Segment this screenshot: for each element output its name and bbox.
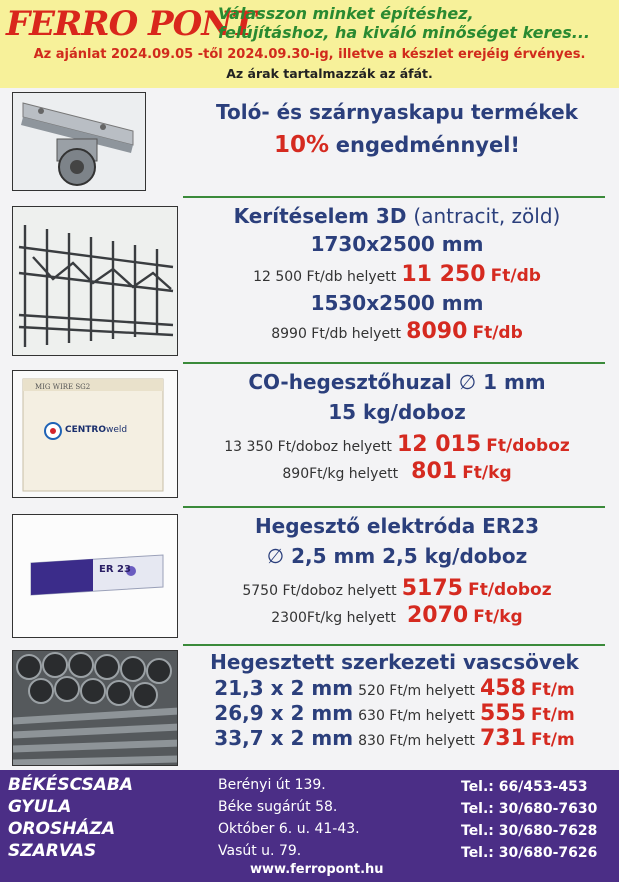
wire-unit-2: Ft/kg: [462, 463, 512, 483]
pipe-old-price: 520 Ft/m helyett: [358, 683, 475, 699]
store-city: SZARVAS: [8, 841, 97, 861]
pipe-size: 21,3 x 2 mm: [214, 676, 354, 700]
pipe-unit: Ft/m: [531, 705, 575, 725]
electrode-old-price-2: 2300Ft/kg helyett: [271, 610, 396, 626]
vat-note: Az árak tartalmazzák az áfát.: [226, 66, 433, 81]
product-pipes: [0, 646, 619, 768]
fence-unit-2: Ft/db: [472, 323, 523, 343]
fence-size-1: 1730x2500 mm: [310, 232, 484, 256]
electrode-box-image: [12, 514, 178, 638]
store-city: GYULA: [8, 797, 72, 817]
fence-title-bold: Kerítéselem 3D: [233, 204, 407, 228]
product-co-wire: [0, 364, 619, 506]
store-city: BÉKÉSCSABA: [8, 775, 133, 795]
store-address: Berényi út 139.: [218, 777, 326, 793]
wire-box-image: [12, 370, 178, 498]
gate-title: Toló- és szárnyaskapu termékek: [216, 100, 578, 124]
store-addresses: [218, 774, 360, 862]
pipe-old-price: 630 Ft/m helyett: [358, 708, 475, 724]
electrode-spec: 2,5 mm 2,5 kg/doboz: [291, 544, 528, 568]
gate-discount-value: 10%: [274, 132, 330, 158]
electrode-unit-1: Ft/doboz: [468, 580, 552, 600]
store-cities: [8, 774, 133, 862]
website-link[interactable]: www.ferropont.hu: [250, 862, 384, 877]
electrode-new-price-1: 5175: [401, 576, 463, 601]
pipe-size: 26,9 x 2 mm: [214, 701, 354, 725]
pipes-title: Hegesztett szerkezeti vascsövek: [210, 650, 579, 674]
logo-part2: PONT: [148, 4, 256, 44]
gate-roller-image: [12, 92, 146, 191]
store-phone[interactable]: Tel.: 66/453-453: [461, 779, 588, 795]
fence-unit-1: Ft/db: [490, 266, 541, 286]
pipe-unit: Ft/m: [531, 730, 575, 750]
slogan-line-2: felújításhoz, ha kiváló minőséget keres...: [218, 23, 590, 42]
electrode-unit-2: Ft/kg: [473, 607, 523, 627]
store-phone[interactable]: Tel.: 30/680-7626: [461, 845, 598, 861]
fence-new-price-2: 8090: [406, 319, 468, 344]
logo-part1: FERRO: [6, 4, 138, 44]
pipe-size: 33,7 x 2 mm: [214, 726, 354, 750]
fence-size-2: 1530x2500 mm: [310, 291, 484, 315]
pipe-row: [180, 701, 609, 726]
wire-new-price-2: 801: [411, 459, 458, 484]
electrode-new-price-2: 2070: [406, 603, 469, 628]
footer-stores: [0, 770, 619, 882]
store-address: Béke sugárút 58.: [218, 799, 338, 815]
pipe-new-price: 555: [480, 701, 526, 726]
pipe-unit: Ft/m: [531, 680, 575, 700]
store-phones: [461, 776, 597, 864]
electrode-label: ER 23: [99, 564, 131, 575]
diameter-icon: ∅: [266, 544, 285, 568]
offer-validity: Az ajánlat 2024.09.05 -től 2024.09.30-ig, illetve a készlet erejéig érvényes.: [33, 47, 586, 62]
slogan: [218, 4, 610, 42]
product-electrode: [0, 508, 619, 644]
wire-unit-1: Ft/doboz: [486, 436, 570, 456]
slogan-line-1: Válasszon minket építéshez,: [218, 4, 474, 23]
fence-title-normal: (antracit, zöld): [413, 204, 561, 228]
product-gate: [0, 88, 619, 196]
wire-box-label: MIG WIRE SG2: [35, 383, 91, 391]
wire-new-price-1: 12 015: [396, 432, 482, 457]
header: [0, 0, 619, 88]
product-fence: [0, 198, 619, 362]
store-address: Október 6. u. 41-43.: [218, 821, 360, 837]
gate-discount-text: engedménnyel!: [335, 133, 520, 157]
wire-pack: 15 kg/doboz: [328, 400, 466, 424]
pipe-new-price: 731: [480, 726, 526, 751]
wire-old-price-2: 890Ft/kg helyett: [282, 466, 399, 482]
electrode-title: Hegesztő elektróda ER23: [254, 514, 540, 538]
store-city: OROSHÁZA: [8, 819, 116, 839]
pipe-old-price: 830 Ft/m helyett: [358, 733, 475, 749]
fence-new-price-1: 11 250: [401, 262, 486, 287]
wire-box-brand: CENTROweld: [65, 425, 128, 435]
fence-panel-image: [12, 206, 178, 356]
fence-old-price-1: 12 500 Ft/db helyett: [253, 269, 397, 285]
wire-diameter: 1 mm: [483, 370, 546, 394]
store-phone[interactable]: Tel.: 30/680-7630: [461, 801, 598, 817]
diameter-icon: ∅: [458, 370, 477, 394]
electrode-old-price-1: 5750 Ft/doboz helyett: [242, 583, 397, 599]
wire-old-price-1: 13 350 Ft/doboz helyett: [224, 439, 392, 455]
store-address: Vasút u. 79.: [218, 843, 302, 859]
pipe-new-price: 458: [480, 676, 526, 701]
fence-old-price-2: 8990 Ft/db helyett: [271, 326, 402, 342]
pipe-row: [180, 676, 609, 701]
store-phone[interactable]: Tel.: 30/680-7628: [461, 823, 598, 839]
wire-title: CO-hegesztőhuzal: [248, 370, 452, 394]
pipe-row: [180, 726, 609, 751]
steel-pipes-image: [12, 650, 178, 766]
